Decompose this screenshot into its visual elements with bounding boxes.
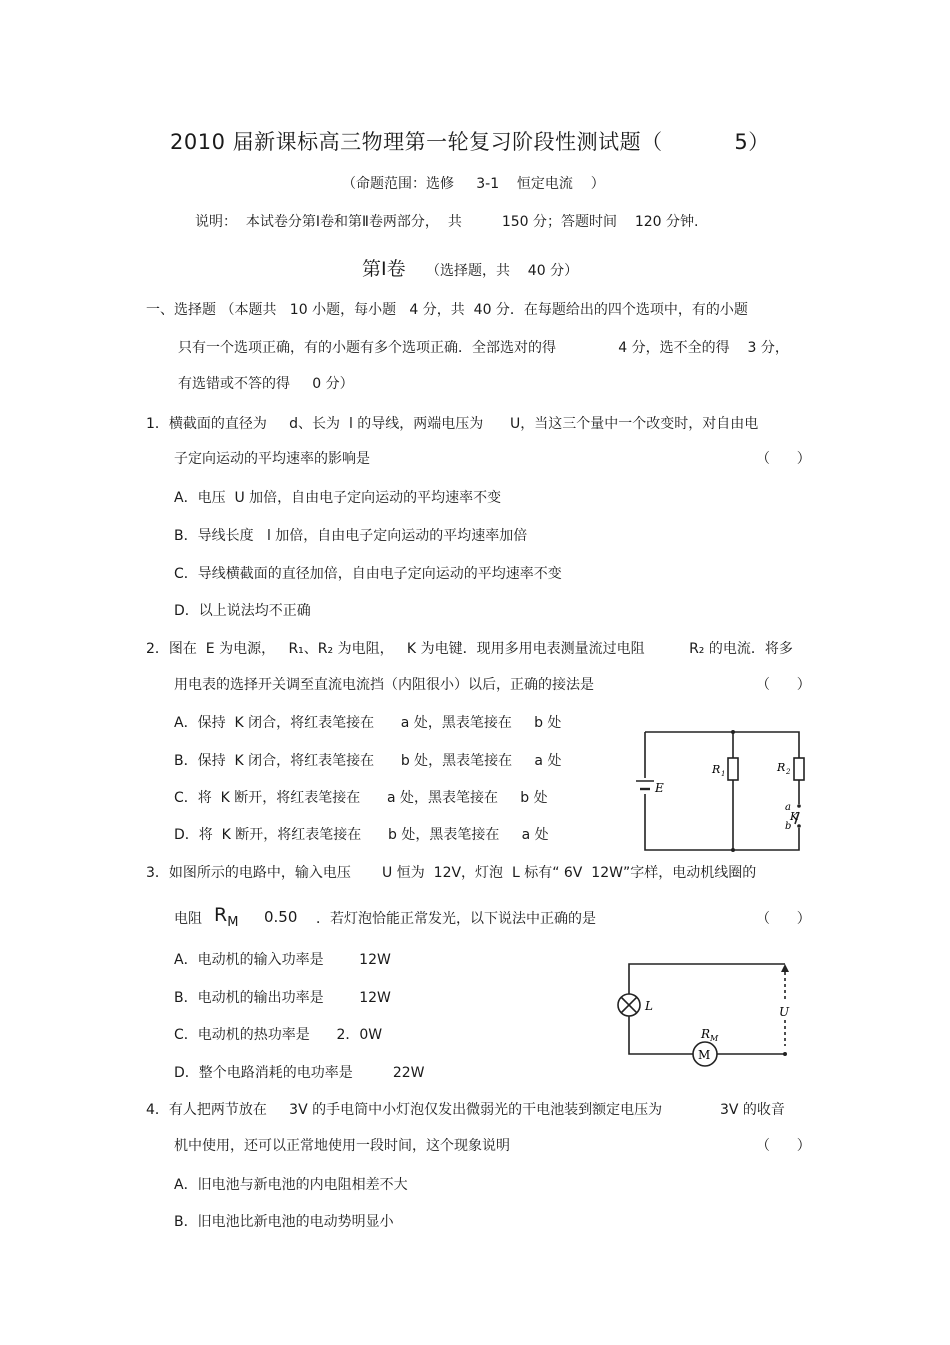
q3-stem-line-1: 3．如图所示的电路中，输入电压 U 恒为 12V，灯泡 L 标有“ 6V 12W”字样，电动机线圈的	[146, 865, 757, 881]
label-u: U	[779, 1005, 790, 1019]
q2-option-c: C．将 K 断开，将红表笔接在 a 处，黑表笔接在 b 处	[174, 790, 548, 806]
q4-answer-blank: （ ）	[756, 1138, 811, 1154]
label-e: E	[655, 781, 664, 795]
exam-note: 说明： 本试卷分第Ⅰ卷和第Ⅱ卷两部分， 共 150 分；答题时间 120 分钟.	[195, 214, 699, 230]
q1-option-c: C．导线横截面的直径加倍，自由电子定向运动的平均速率不变	[174, 566, 562, 582]
q2-option-d: D．将 K 断开，将红表笔接在 b 处，黑表笔接在 a 处	[174, 827, 549, 843]
label-l: L	[645, 999, 653, 1013]
label-k: K	[790, 810, 799, 823]
q4-option-a: A．旧电池与新电池的内电阻相差不大	[174, 1177, 408, 1193]
q1-stem-line-2: 子定向运动的平均速率的影响是	[174, 451, 370, 467]
label-r2-sub: 2	[786, 768, 791, 776]
q4-stem-line-2: 机中使用，还可以正常地使用一段时间，这个现象说明	[174, 1138, 510, 1154]
label-rm-sub: M	[710, 1034, 719, 1043]
q4-option-b: B．旧电池比新电池的电动势明显小	[174, 1214, 394, 1230]
instructions-line-1: 一、选择题 （本题共 10 小题，每小题 4 分，共 40 分．在每题给出的四个选项中，有的小题	[146, 302, 748, 318]
q1-answer-blank: （ ）	[756, 451, 811, 467]
q2-stem-line-1: 2．图在 E 为电源， R₁、R₂ 为电阻， K 为电键．现用多用电表测量流过电阻 R₂ 的电流．将多	[146, 641, 793, 657]
q2-option-b: B．保持 K 闭合，将红表笔接在 b 处，黑表笔接在 a 处	[174, 753, 562, 769]
section-subtitle: （选择题，共 40 分）	[426, 263, 579, 279]
q3-circuit-diagram	[615, 958, 795, 1068]
q3-option-d: D．整个电路消耗的电功率是 22W	[174, 1065, 425, 1081]
q2-answer-blank: （ ）	[756, 677, 811, 693]
q3-option-c: C．电动机的热功率是 2．0W	[174, 1027, 383, 1043]
label-a: a	[785, 802, 791, 813]
page-title: 2010 届新课标高三物理第一轮复习阶段性测试题（ 5）	[170, 130, 770, 154]
q1-option-a: A．电压 U 加倍，自由电子定向运动的平均速率不变	[174, 490, 502, 506]
instructions-line-3: 有选错或不答的得 0 分）	[178, 376, 354, 392]
label-r1: R	[712, 763, 721, 776]
q1-stem-line-1: 1．横截面的直径为 d、长为 l 的导线，两端电压为 U，当这三个量中一个改变时，对自由电	[146, 416, 759, 432]
q1-option-b: B．导线长度 l 加倍，自由电子定向运动的平均速率加倍	[174, 528, 528, 544]
q2-stem-line-2: 用电表的选择开关调至直流电流挡（内阻很小）以后，正确的接法是	[174, 677, 594, 693]
q2-option-a: A．保持 K 闭合，将红表笔接在 a 处，黑表笔接在 b 处	[174, 715, 562, 731]
q3-resistance-symbol: $R_M$	[214, 904, 239, 930]
scope-line: （命题范围：选修 3-1 恒定电流 ）	[342, 176, 605, 192]
label-b: b	[785, 821, 792, 832]
q1-option-d: D．以上说法均不正确	[174, 603, 311, 619]
motor-m-label: M	[698, 1048, 711, 1062]
q3-option-b: B．电动机的输出功率是 12W	[174, 990, 391, 1006]
q4-stem-line-1: 4．有人把两节放在 3V 的手电筒中小灯泡仅发出微弱光的干电池装到额定电压为 3V 的收音	[146, 1102, 785, 1118]
q3-answer-blank: （ ）	[756, 911, 811, 927]
label-r1-sub: 1	[721, 770, 726, 778]
q2-circuit-diagram	[633, 726, 805, 854]
q3-stem-prefix: 电阻	[174, 911, 202, 927]
q3-option-a: A．电动机的输入功率是 12W	[174, 952, 391, 968]
section-title: 第Ⅰ卷	[362, 258, 406, 280]
instructions-line-2: 只有一个选项正确，有的小题有多个选项正确．全部选对的得 4 分，选不全的得 3 分，	[178, 340, 789, 356]
q3-stem-suffix: ．若灯泡恰能正常发光，以下说法中正确的是	[316, 911, 596, 927]
q3-resistance-value: 0.50	[264, 908, 298, 926]
label-rm: R	[701, 1027, 711, 1041]
label-r2: R	[777, 761, 786, 774]
